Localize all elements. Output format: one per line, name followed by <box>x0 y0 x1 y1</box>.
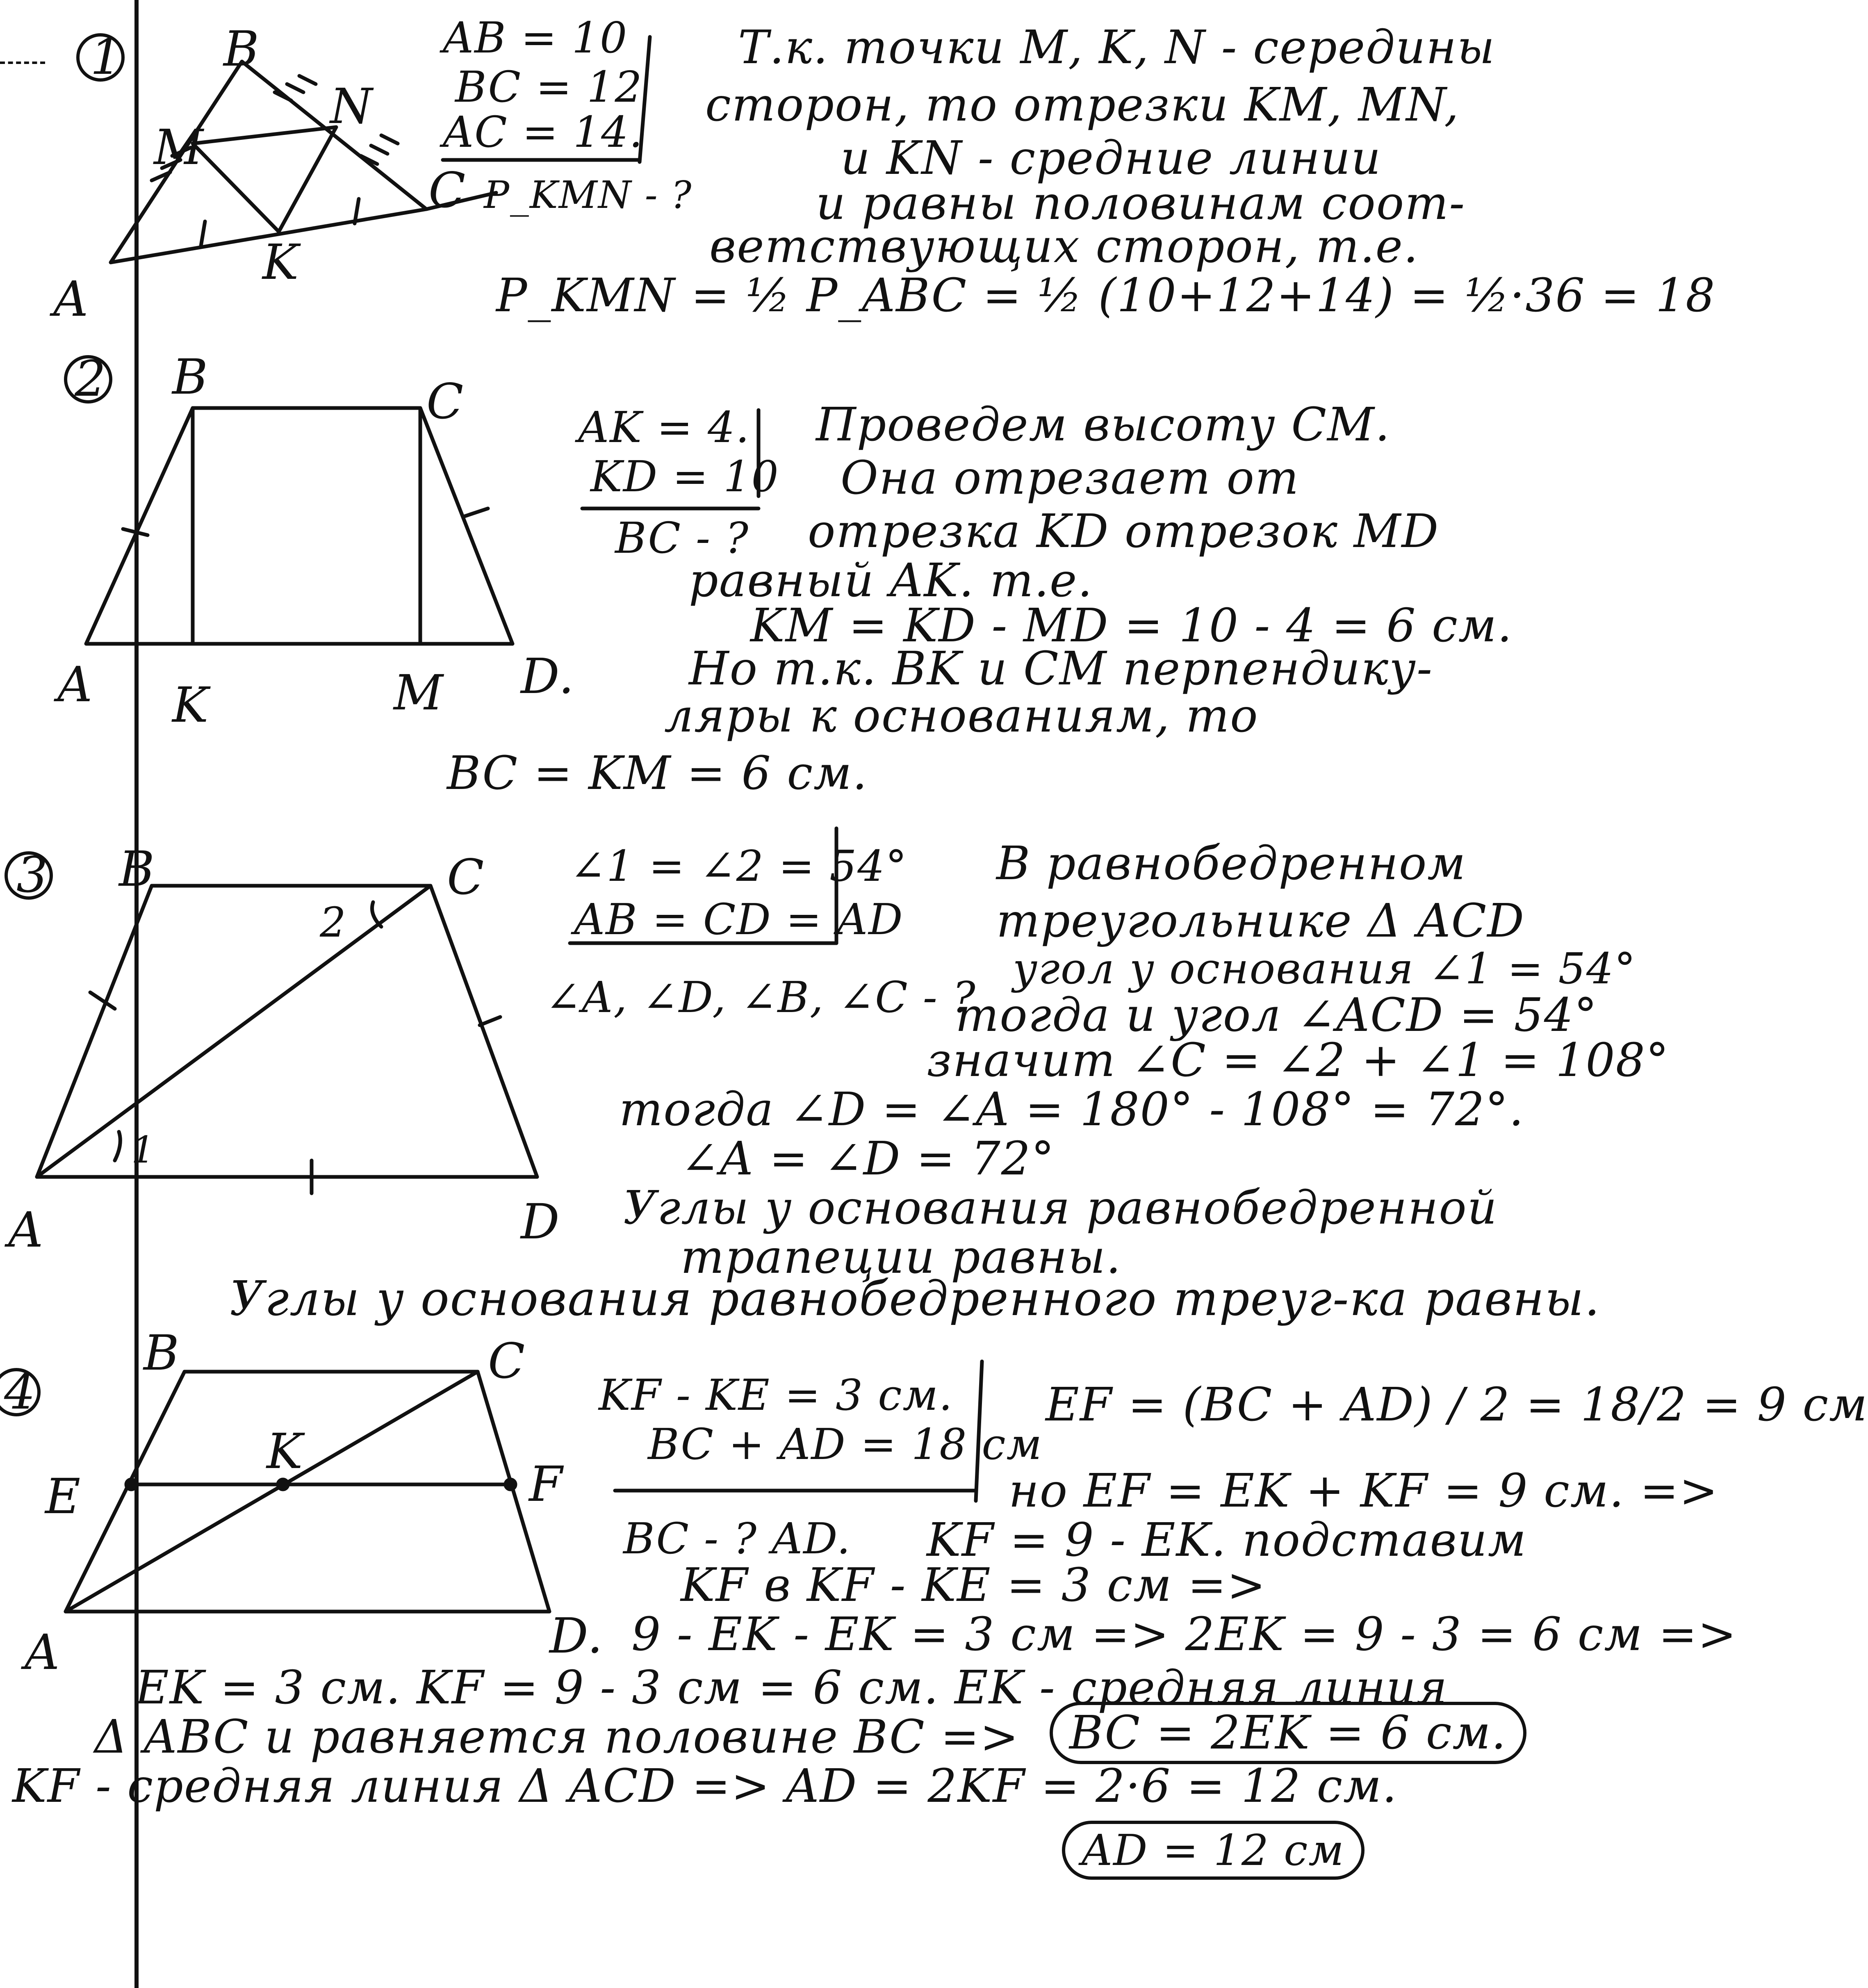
p3-solution-2: угол у основания ∠1 = 54° <box>1013 944 1636 994</box>
p2-vertex-a: A <box>57 656 93 713</box>
p3-given-2: ∠A, ∠D, ∠B, ∠C - ? <box>545 972 976 1022</box>
p3-vertex-a: A <box>8 1201 44 1258</box>
p4-given-1: BC + AD = 18 см <box>648 1419 1043 1469</box>
p1-number: 1 <box>90 29 123 86</box>
p2-given-0: AK = 4. <box>578 402 750 452</box>
p4-vertex-k: K <box>267 1423 304 1480</box>
p1-given-0: AB = 10 <box>443 13 628 63</box>
p4-solution-1: но EF = EK + KF = 9 см. => <box>1009 1464 1719 1518</box>
p4-solution-5: EK = 3 см. KF = 9 - 3 см = 6 см. EK - средняя линия <box>135 1661 1448 1714</box>
p4-solution-3: KF в KF - KE = 3 см => <box>681 1559 1267 1612</box>
p1-given-1: BC = 12 <box>455 62 643 112</box>
p1-solution-4: ветствующих сторон, т.е. <box>709 220 1419 273</box>
p1-vertex-c: C <box>428 162 467 219</box>
p3-solution-7: Углы у основания равнобедренной <box>623 1181 1498 1235</box>
p3-solution-8: трапеции равны. <box>681 1231 1122 1284</box>
p4-vertex-d: D. <box>549 1607 604 1664</box>
p3-given-1: AB = CD = AD <box>574 894 904 944</box>
p4-given-0: KF - KE = 3 см. <box>599 1370 953 1420</box>
p3-vertex-c: C <box>447 849 485 905</box>
p3-vertex-d: D <box>521 1193 560 1250</box>
p2-number: 2 <box>75 351 107 408</box>
p3-number: 3 <box>16 847 49 904</box>
p4-solution-0: EF = (BC + AD) / 2 = 18/2 = 9 см <box>1046 1378 1868 1432</box>
p1-vertex-b: B <box>223 21 260 77</box>
p2-solution-5: Но т.к. BK и CM перпендику- <box>689 642 1433 695</box>
p4-number: 4 <box>4 1363 36 1420</box>
p3-angle-2: 2 <box>320 898 347 946</box>
p2-given-1: KD = 10 <box>590 451 779 502</box>
p2-vertex-c: C <box>426 373 465 430</box>
p3-given-0: ∠1 = ∠2 = 54° <box>570 841 908 891</box>
p2-solution-0: Проведем высоту CM. <box>816 398 1391 451</box>
p2-vertex-b: B <box>172 349 209 405</box>
p1-solution-3: и равны половинам соот- <box>816 177 1466 230</box>
p3-solution-3: тогда и угол ∠ACD = 54° <box>955 989 1598 1042</box>
p3-angle-1: 1 <box>131 1129 156 1172</box>
p4-vertex-a: A <box>25 1624 61 1680</box>
p4-solution-2: KF = 9 - EK. подставим <box>927 1514 1527 1567</box>
p2-vertex-k: K <box>172 677 210 733</box>
p2-solution-1: Она отрезает от <box>841 451 1300 505</box>
p1-solution-2: и KN - средние линии <box>841 132 1382 185</box>
p3-vertex-b: B <box>119 841 155 897</box>
p3-solution-5: тогда ∠D = ∠A = 180° - 108° = 72°. <box>619 1083 1524 1136</box>
p1-vertex-n: N <box>330 78 374 135</box>
p2-given-2: BC - ? <box>615 513 749 563</box>
p4-solution-6: Δ ABC и равняется половине BC => <box>94 1710 1019 1764</box>
problem2-trapezoid <box>86 408 513 644</box>
p4-given-2: BC - ? AD. <box>623 1514 851 1564</box>
p2-vertex-d: D. <box>521 648 575 704</box>
p2-solution-6: ляры к основаниям, то <box>664 689 1259 743</box>
p4-vertex-e: E <box>45 1468 82 1525</box>
p2-solution-7: BC = KM = 6 см. <box>447 747 868 800</box>
problem4-trapezoid <box>66 1372 549 1612</box>
p4-answer-bc: BC = 2EK = 6 см. <box>1050 1702 1526 1764</box>
p3-solution-9: Углы у основания равнобедренного треуг-ка равны. <box>230 1271 1601 1327</box>
p1-vertex-m: M <box>154 119 204 176</box>
p4-vertex-b: B <box>144 1325 180 1381</box>
p1-solution-0: Т.к. точки M, K, N - середины <box>738 21 1496 74</box>
p1-solution-5: P_KMN = ½ P_ABC = ½ (10+12+14) = ½·36 = 18 <box>496 269 1716 322</box>
p2-solution-3: равный AK. т.е. <box>689 554 1093 607</box>
p2-vertex-m: M <box>394 664 444 721</box>
p4-vertex-f: F <box>529 1456 563 1512</box>
p4-solution-7: KF - средняя линия Δ ACD => AD = 2KF = 2·6 = 12 см. <box>12 1760 1398 1813</box>
p4-answer-ad: AD = 12 см <box>1062 1821 1365 1880</box>
p4-solution-4: 9 - EK - EK = 3 см => 2EK = 9 - 3 = 6 см => <box>631 1608 1737 1661</box>
p4-vertex-c: C <box>488 1333 526 1389</box>
p3-solution-4: значит ∠C = ∠2 + ∠1 = 108° <box>927 1034 1670 1087</box>
p3-solution-1: треугольнике Δ ACD <box>996 894 1525 948</box>
p1-solution-1: сторон, то отрезки KM, MN, <box>705 78 1460 132</box>
p3-solution-6: ∠A = ∠D = 72° <box>681 1132 1055 1186</box>
p1-given-3: P_KMN - ? <box>484 173 693 217</box>
p1-vertex-k: K <box>262 234 300 290</box>
p2-solution-2: отрезка KD отрезок MD <box>808 505 1440 558</box>
problem3-trapezoid <box>37 886 537 1193</box>
p3-solution-0: В равнобедренном <box>996 837 1467 890</box>
p1-vertex-a: A <box>53 271 89 327</box>
p1-given-2: AC = 14. <box>443 107 644 157</box>
p2-solution-4: KM = KD - MD = 10 - 4 = 6 см. <box>750 599 1513 652</box>
